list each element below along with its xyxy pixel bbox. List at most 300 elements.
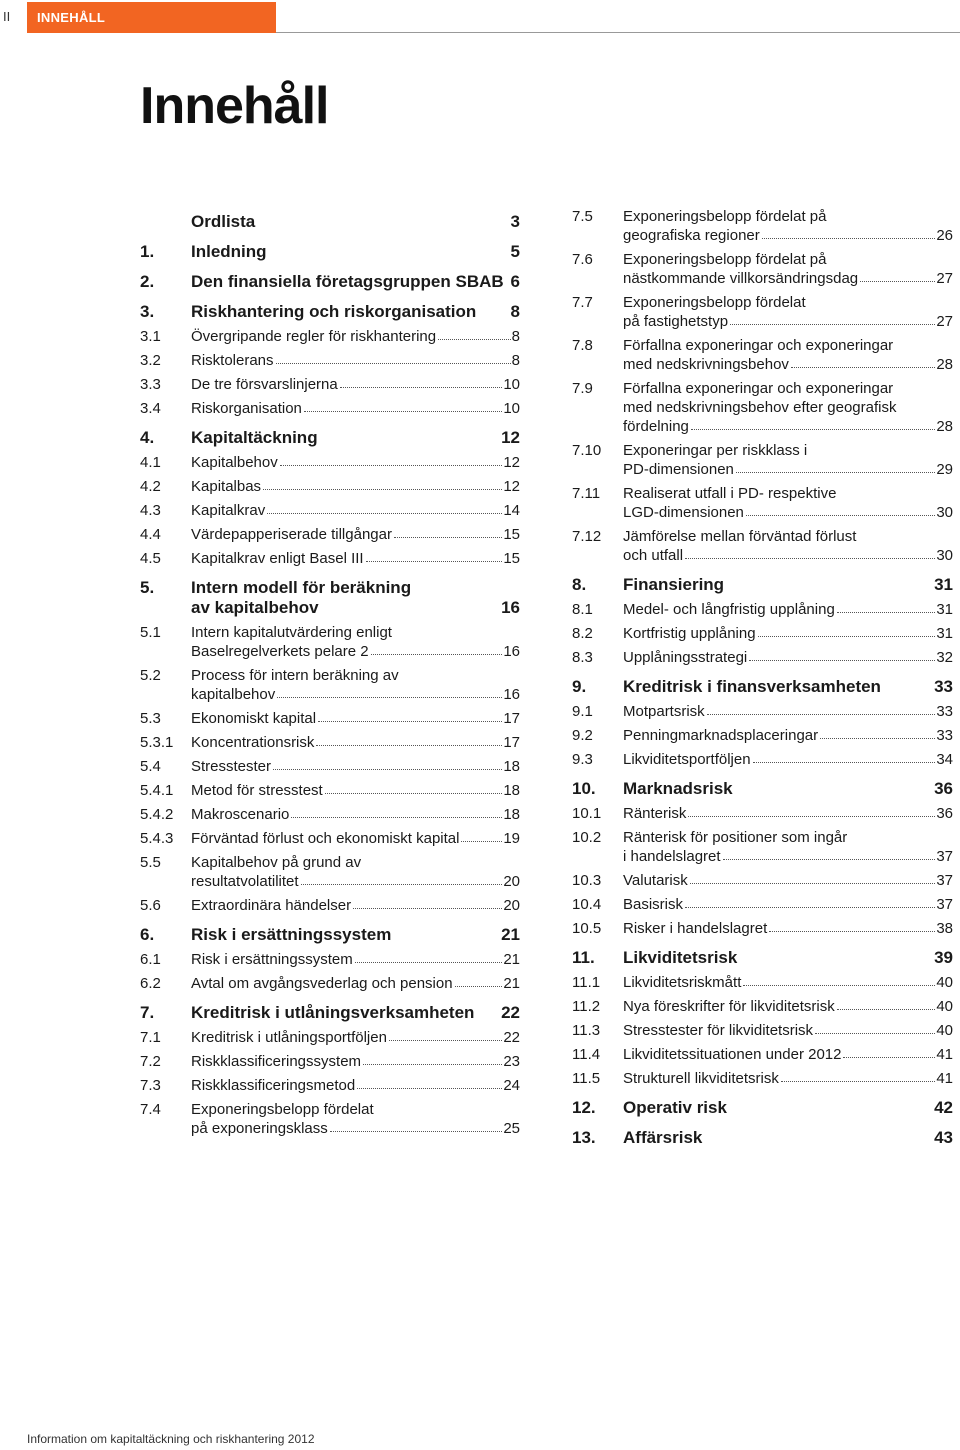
- toc-section-entry[interactable]: [140, 1052, 520, 1071]
- toc-page-number: 5: [510, 242, 520, 261]
- toc-entry-title: Riskklassificeringsmetod: [191, 1077, 356, 1094]
- section-tab: INNEHÅLL: [27, 2, 276, 33]
- dot-leader: [685, 557, 935, 559]
- toc-section-entry[interactable]: [572, 828, 953, 866]
- toc-page-number: 16: [503, 643, 520, 660]
- toc-section-entry[interactable]: [572, 919, 953, 938]
- toc-entry-number: 5.4.3: [140, 830, 174, 847]
- toc-entry-number: 9.2: [572, 727, 593, 744]
- toc-section-entry[interactable]: [572, 207, 953, 245]
- dot-leader: [455, 985, 503, 987]
- toc-entry-title: Kapitalbehov: [191, 454, 278, 471]
- toc-chapter-entry[interactable]: [140, 428, 520, 448]
- toc-page-number: 19: [503, 830, 520, 847]
- dot-leader: [389, 1039, 502, 1041]
- toc-page-number: 10: [503, 400, 520, 417]
- toc-entry-number: 10.2: [572, 829, 602, 846]
- toc-page-number: 17: [503, 734, 520, 751]
- toc-entry-title: Koncentrationsrisk: [191, 734, 315, 751]
- toc-page-number: 18: [503, 806, 520, 823]
- toc-section-entry[interactable]: [572, 973, 953, 992]
- toc-entry-title: Intern kapitalutvärdering enligt: [191, 624, 392, 641]
- dot-leader: [743, 984, 935, 986]
- dot-leader: [736, 471, 935, 473]
- toc-entry-title: Valutarisk: [623, 872, 688, 889]
- toc-chapter-entry[interactable]: [140, 242, 520, 262]
- toc-entry-number: 6.2: [140, 975, 161, 992]
- toc-entry-title: Stresstester: [191, 758, 272, 775]
- toc-entry-title: Upplåningsstrategi: [623, 649, 748, 666]
- toc-page-number: 29: [936, 461, 953, 478]
- toc-page-number: 27: [936, 270, 953, 287]
- toc-section-entry[interactable]: [572, 336, 953, 374]
- dot-leader: [860, 280, 935, 282]
- toc-section-entry[interactable]: [572, 600, 953, 619]
- toc-chapter-entry[interactable]: [140, 302, 520, 322]
- toc-page-number: 16: [503, 686, 520, 703]
- toc-entry-title: Riskorganisation: [191, 400, 302, 417]
- toc-entry-number: 10.4: [572, 896, 602, 913]
- toc-entry-title: Kapitalbas: [191, 478, 262, 495]
- toc-entry-title: Ränterisk för positioner som ingår: [623, 829, 848, 846]
- toc-entry-title: LGD-dimensionen: [623, 504, 744, 521]
- toc-entry-number: 5.4.1: [140, 782, 174, 799]
- dot-leader: [691, 428, 935, 430]
- toc-entry-number: 11.5: [572, 1070, 601, 1087]
- toc-page-number: 14: [503, 502, 520, 519]
- toc-page-number: 30: [936, 547, 953, 564]
- toc-page-number: 3: [510, 212, 520, 231]
- toc-entry-number: 7.9: [572, 380, 593, 397]
- toc-section-entry[interactable]: [572, 250, 953, 288]
- toc-entry-number: 4.: [140, 428, 155, 447]
- toc-entry-title: kapitalbehov: [191, 686, 276, 703]
- toc-section-entry[interactable]: [140, 1076, 520, 1095]
- page-footer: Information om kapitaltäckning och riskhantering 2012: [27, 1432, 315, 1446]
- toc-entry-number: 3.4: [140, 400, 161, 417]
- toc-entry-number: 5.3.1: [140, 734, 174, 751]
- toc-entry-title: Process för intern beräkning av: [191, 667, 399, 684]
- toc-entry-title: Kapitaltäckning: [191, 428, 318, 447]
- toc-entry-title: Penningmarknadsplaceringar: [623, 727, 819, 744]
- toc-entry-title: Stresstester för likviditetsrisk: [623, 1022, 814, 1039]
- toc-entry-number: 10.5: [572, 920, 602, 937]
- dot-leader: [781, 1080, 935, 1082]
- header-rule: [276, 32, 960, 33]
- toc-section-entry[interactable]: [572, 750, 953, 769]
- toc-entry-title: Baselregelverkets pelare 2: [191, 643, 369, 660]
- toc-entry-number: 9.3: [572, 751, 593, 768]
- toc-entry-title: Exponeringsbelopp fördelat: [191, 1101, 374, 1118]
- dot-leader: [820, 737, 935, 739]
- toc-entry-title: Strukturell likviditetsrisk: [623, 1070, 779, 1087]
- toc-page-number: 16: [501, 598, 520, 617]
- toc-entry-title: Inledning: [191, 242, 267, 261]
- toc-section-entry[interactable]: [572, 804, 953, 823]
- toc-entry-number: 7.4: [140, 1101, 161, 1118]
- toc-page-number: 8: [510, 302, 520, 321]
- toc-entry-title: Värdepapperiserade tillgångar: [191, 526, 392, 543]
- toc-section-entry[interactable]: [572, 484, 953, 522]
- page-number: II: [3, 9, 11, 24]
- toc-chapter-entry[interactable]: [572, 1128, 953, 1148]
- toc-entry-number: 7.11: [572, 485, 601, 502]
- toc-chapter-entry[interactable]: [572, 779, 953, 799]
- dot-leader: [363, 1063, 502, 1065]
- toc-entry-title: Medel- och långfristig upplåning: [623, 601, 835, 618]
- toc-entry-number: 10.: [572, 779, 596, 798]
- toc-entry-title: Övergripande regler för riskhantering: [191, 328, 437, 345]
- toc-page-number: 28: [936, 356, 953, 373]
- toc-chapter-entry[interactable]: [140, 925, 520, 945]
- toc-page-number: 25: [503, 1120, 520, 1137]
- toc-section-entry[interactable]: [140, 327, 520, 346]
- toc-entry-number: 7.10: [572, 442, 602, 459]
- toc-page-number: 30: [936, 504, 953, 521]
- toc-page-number: 24: [503, 1077, 520, 1094]
- toc-entry-number: 9.: [572, 677, 587, 696]
- dot-leader: [355, 961, 503, 963]
- toc-entry-title: Finansiering: [623, 575, 725, 594]
- toc-entry-title: PD-dimensionen: [623, 461, 734, 478]
- toc-page-number: 33: [936, 703, 953, 720]
- toc-chapter-entry[interactable]: [140, 1003, 520, 1023]
- toc-chapter-entry[interactable]: [140, 212, 520, 232]
- toc-section-entry[interactable]: [140, 623, 520, 661]
- toc-entry-title: med nedskrivningsbehov: [623, 356, 789, 373]
- dot-leader: [267, 512, 502, 514]
- toc-entry-title: resultatvolatilitet: [191, 873, 299, 890]
- toc-entry-title: i handelslagret: [623, 848, 721, 865]
- dot-leader: [330, 1130, 503, 1132]
- toc-page-number: 37: [936, 872, 953, 889]
- toc-section-entry[interactable]: [572, 379, 953, 436]
- toc-section-entry[interactable]: [140, 1028, 520, 1047]
- toc-entry-title: Nya föreskrifter för likviditetsrisk: [623, 998, 835, 1015]
- toc-page-number: 31: [936, 601, 953, 618]
- toc-entry-title: och utfall: [623, 547, 684, 564]
- toc-entry-title: Exponeringsbelopp fördelat på: [623, 251, 827, 268]
- toc-section-entry[interactable]: [140, 781, 520, 800]
- toc-entry-title: Intern modell för beräkning: [191, 578, 412, 597]
- toc-chapter-entry[interactable]: [572, 575, 953, 595]
- toc-page-number: 17: [503, 710, 520, 727]
- toc-page-number: 28: [936, 418, 953, 435]
- toc-page-number: 22: [503, 1029, 520, 1046]
- toc-entry-number: 5.: [140, 578, 155, 597]
- toc-entry-number: 3.1: [140, 328, 161, 345]
- toc-entry-number: 7.6: [572, 251, 593, 268]
- toc-entry-title: Makroscenario: [191, 806, 290, 823]
- dot-leader: [277, 696, 502, 698]
- dot-leader: [304, 410, 502, 412]
- toc-entry-number: 3.: [140, 302, 155, 321]
- toc-entry-title: Riskklassificeringssystem: [191, 1053, 362, 1070]
- toc-section-entry[interactable]: [572, 702, 953, 721]
- toc-entry-number: 3.2: [140, 352, 161, 369]
- toc-section-entry[interactable]: [572, 648, 953, 667]
- toc-entry-number: 11.2: [572, 998, 601, 1015]
- toc-page-number: 37: [936, 896, 953, 913]
- toc-entry-title: nästkommande villkorsändringsdag: [623, 270, 859, 287]
- toc-page-number: 41: [936, 1070, 953, 1087]
- dot-leader: [357, 1087, 502, 1089]
- toc-section-entry[interactable]: [140, 757, 520, 776]
- toc-page-number: 27: [936, 313, 953, 330]
- dot-leader: [325, 792, 503, 794]
- toc-page-number: 34: [936, 751, 953, 768]
- dot-leader: [371, 653, 503, 655]
- toc-section-entry[interactable]: [572, 1045, 953, 1064]
- toc-entry-number: 3.3: [140, 376, 161, 393]
- toc-page-number: 12: [503, 454, 520, 471]
- toc-entry-title: Förfallna exponeringar och exponeringar: [623, 337, 894, 354]
- toc-page-number: 8: [511, 352, 520, 369]
- toc-page-number: 40: [936, 998, 953, 1015]
- toc-chapter-entry[interactable]: [572, 948, 953, 968]
- toc-section-entry[interactable]: [572, 997, 953, 1016]
- toc-entry-title: Förfallna exponeringar och exponeringar: [623, 380, 894, 397]
- toc-entry-number: 10.3: [572, 872, 602, 889]
- toc-section-entry[interactable]: [140, 351, 520, 370]
- page-header: [0, 0, 960, 36]
- toc-entry-title: Förväntad förlust och ekonomiskt kapital: [191, 830, 460, 847]
- toc-entry-number: 2.: [140, 272, 155, 291]
- toc-section-entry[interactable]: [140, 375, 520, 394]
- toc-entry-title: Marknadsrisk: [623, 779, 733, 798]
- toc-entry-number: 7.8: [572, 337, 593, 354]
- toc-chapter-entry[interactable]: [572, 1098, 953, 1118]
- toc-entry-number: 4.3: [140, 502, 161, 519]
- toc-entry-title: geografiska regioner: [623, 227, 760, 244]
- toc-entry-number: 8.3: [572, 649, 593, 666]
- toc-section-entry[interactable]: [140, 853, 520, 891]
- toc-entry-number: 7.2: [140, 1053, 161, 1070]
- dot-leader: [273, 768, 502, 770]
- toc-entry-number: 6.: [140, 925, 155, 944]
- toc-section-entry[interactable]: [140, 829, 520, 848]
- toc-entry-title: Likviditetssituationen under 2012: [623, 1046, 842, 1063]
- toc-entry-number: 6.1: [140, 951, 161, 968]
- toc-page-number: 41: [936, 1046, 953, 1063]
- dot-leader: [461, 840, 502, 842]
- toc-entry-title: Kapitalkrav: [191, 502, 266, 519]
- toc-entry-number: 4.5: [140, 550, 161, 567]
- toc-section-entry[interactable]: [140, 453, 520, 472]
- toc-entry-number: 5.4.2: [140, 806, 174, 823]
- toc-section-entry[interactable]: [572, 293, 953, 331]
- dot-leader: [276, 362, 511, 364]
- toc-entry-number: 13.: [572, 1128, 596, 1147]
- dot-leader: [438, 338, 511, 340]
- toc-page-number: 37: [936, 848, 953, 865]
- toc-page-number: 20: [503, 897, 520, 914]
- toc-entry-number: 7.3: [140, 1077, 161, 1094]
- toc-section-entry[interactable]: [140, 477, 520, 496]
- toc-entry-title: Kreditrisk i utlåningsverksamheten: [191, 1003, 475, 1022]
- dot-leader: [837, 611, 936, 613]
- dot-leader: [837, 1008, 936, 1010]
- toc-section-entry[interactable]: [140, 896, 520, 915]
- toc-chapter-entry[interactable]: [140, 578, 520, 618]
- dot-leader: [263, 488, 502, 490]
- dot-leader: [685, 906, 935, 908]
- toc-entry-number: 5.3: [140, 710, 161, 727]
- dot-leader: [366, 560, 503, 562]
- toc-section-entry[interactable]: [140, 501, 520, 520]
- toc-page-number: 40: [936, 1022, 953, 1039]
- toc-entry-number: 7.12: [572, 528, 602, 545]
- toc-entry-title: Risker i handelslagret: [623, 920, 768, 937]
- toc-page-number: 31: [936, 625, 953, 642]
- toc-section-entry[interactable]: [140, 549, 520, 568]
- toc-section-entry[interactable]: [140, 666, 520, 704]
- toc-page-number: 36: [936, 805, 953, 822]
- toc-entry-number: 7.: [140, 1003, 155, 1022]
- toc-entry-number: 11.1: [572, 974, 601, 991]
- toc-page-number: 12: [503, 478, 520, 495]
- toc-entry-title: Avtal om avgångsvederlag och pension: [191, 975, 453, 992]
- toc-page-number: 33: [936, 727, 953, 744]
- toc-entry-number: 8.: [572, 575, 587, 594]
- toc-entry-number: 7.1: [140, 1029, 161, 1046]
- toc-section-entry[interactable]: [572, 527, 953, 565]
- toc-page-number: 21: [503, 951, 520, 968]
- dot-leader: [758, 635, 936, 637]
- toc-entry-number: 4.2: [140, 478, 161, 495]
- toc-page-number: 18: [503, 758, 520, 775]
- toc-left-column: [140, 207, 520, 1143]
- dot-leader: [723, 858, 936, 860]
- dot-leader: [746, 514, 935, 516]
- toc-entry-title: på exponeringsklass: [191, 1120, 328, 1137]
- toc-page-number: 26: [936, 227, 953, 244]
- toc-entry-title: Operativ risk: [623, 1098, 727, 1117]
- toc-entry-title: Kapitalbehov på grund av: [191, 854, 362, 871]
- toc-entry-number: 4.4: [140, 526, 161, 543]
- toc-page-number: 10: [503, 376, 520, 393]
- toc-entry-number: 11.4: [572, 1046, 601, 1063]
- dot-leader: [707, 713, 936, 715]
- toc-entry-title: De tre försvarslinjerna: [191, 376, 338, 393]
- dot-leader: [762, 237, 936, 239]
- toc-section-entry[interactable]: [140, 733, 520, 752]
- toc-entry-number: 9.1: [572, 703, 593, 720]
- toc-entry-title: Risk i ersättningssystem: [191, 951, 353, 968]
- toc-page-number: 18: [503, 782, 520, 799]
- toc-page-number: 22: [501, 1003, 520, 1022]
- toc-section-entry[interactable]: [572, 624, 953, 643]
- toc-entry-title: Realiserat utfall i PD- respektive: [623, 485, 837, 502]
- toc-entry-number: 11.3: [572, 1022, 601, 1039]
- toc-entry-number: 12.: [572, 1098, 596, 1117]
- toc-section-entry[interactable]: [572, 1069, 953, 1088]
- toc-section-entry[interactable]: [572, 726, 953, 745]
- toc-entry-title: Motpartsrisk: [623, 703, 705, 720]
- toc-section-entry[interactable]: [140, 709, 520, 728]
- dot-leader: [301, 883, 503, 885]
- toc-entry-title: Likviditetsrisk: [623, 948, 738, 967]
- toc-entry-title: Likviditetsportföljen: [623, 751, 751, 768]
- toc-entry-number: 5.1: [140, 624, 161, 641]
- toc-page-number: 42: [934, 1098, 953, 1117]
- toc-entry-number: 5.6: [140, 897, 161, 914]
- toc-entry-title: med nedskrivningsbehov efter geografisk: [623, 399, 897, 416]
- toc-entry-title: på fastighetstyp: [623, 313, 729, 330]
- toc-section-entry[interactable]: [140, 974, 520, 993]
- toc-page-number: 8: [511, 328, 520, 345]
- toc-entry-number: 5.5: [140, 854, 161, 871]
- toc-entry-title: Basisrisk: [623, 896, 684, 913]
- toc-page-number: 20: [503, 873, 520, 890]
- toc-section-entry[interactable]: [572, 871, 953, 890]
- dot-leader: [690, 882, 936, 884]
- dot-leader: [394, 536, 502, 538]
- toc-chapter-entry[interactable]: [140, 272, 520, 292]
- toc-page-number: 39: [934, 948, 953, 967]
- toc-entry-title: Affärsrisk: [623, 1128, 703, 1147]
- toc-section-entry[interactable]: [572, 441, 953, 479]
- toc-entry-number: 8.1: [572, 601, 593, 618]
- toc-page-number: 15: [503, 526, 520, 543]
- toc-entry-number: 7.7: [572, 294, 593, 311]
- toc-page-number: 15: [503, 550, 520, 567]
- toc-entry-title: Kreditrisk i utlåningsportföljen: [191, 1029, 387, 1046]
- dot-leader: [753, 761, 936, 763]
- toc-page-number: 23: [503, 1053, 520, 1070]
- toc-entry-title: Metod för stresstest: [191, 782, 323, 799]
- toc-entry-title: Risktolerans: [191, 352, 274, 369]
- dot-leader: [730, 323, 935, 325]
- toc-section-entry[interactable]: [572, 895, 953, 914]
- toc-entry-number: 1.: [140, 242, 155, 261]
- toc-section-entry[interactable]: [140, 399, 520, 418]
- toc-entry-number: 5.4: [140, 758, 161, 775]
- toc-section-entry[interactable]: [140, 525, 520, 544]
- toc-entry-number: 10.1: [572, 805, 602, 822]
- toc-section-entry[interactable]: [140, 950, 520, 969]
- toc-entry-title: av kapitalbehov: [191, 598, 319, 617]
- toc-entry-title: Exponeringsbelopp fördelat: [623, 294, 806, 311]
- toc-entry-number: 4.1: [140, 454, 161, 471]
- page-title: Innehåll: [140, 77, 329, 135]
- toc-entry-number: 7.5: [572, 208, 593, 225]
- toc-section-entry[interactable]: [572, 1021, 953, 1040]
- toc-page-number: 43: [934, 1128, 953, 1147]
- toc-chapter-entry[interactable]: [572, 677, 953, 697]
- toc-entry-title: Exponeringar per riskklass i: [623, 442, 808, 459]
- toc-entry-title: Riskhantering och riskorganisation: [191, 302, 477, 321]
- toc-page-number: 40: [936, 974, 953, 991]
- toc-section-entry[interactable]: [140, 805, 520, 824]
- toc-entry-title: Jämförelse mellan förväntad förlust: [623, 528, 857, 545]
- toc-entry-number: 5.2: [140, 667, 161, 684]
- toc-entry-title: Ekonomiskt kapital: [191, 710, 317, 727]
- toc-page-number: 12: [501, 428, 520, 447]
- dot-leader: [769, 930, 935, 932]
- toc-entry-title: Ränterisk: [623, 805, 687, 822]
- toc-section-entry[interactable]: [140, 1100, 520, 1138]
- toc-right-column: [572, 207, 953, 1153]
- toc-page-number: 38: [936, 920, 953, 937]
- dot-leader: [340, 386, 503, 388]
- toc-entry-title: Kapitalkrav enligt Basel III: [191, 550, 364, 567]
- dot-leader: [291, 816, 502, 818]
- toc-entry-title: Exponeringsbelopp fördelat på: [623, 208, 827, 225]
- toc-page-number: 21: [501, 925, 520, 944]
- toc-entry-title: fördelning: [623, 418, 689, 435]
- toc-entry-title: Den finansiella företagsgruppen SBAB: [191, 272, 504, 291]
